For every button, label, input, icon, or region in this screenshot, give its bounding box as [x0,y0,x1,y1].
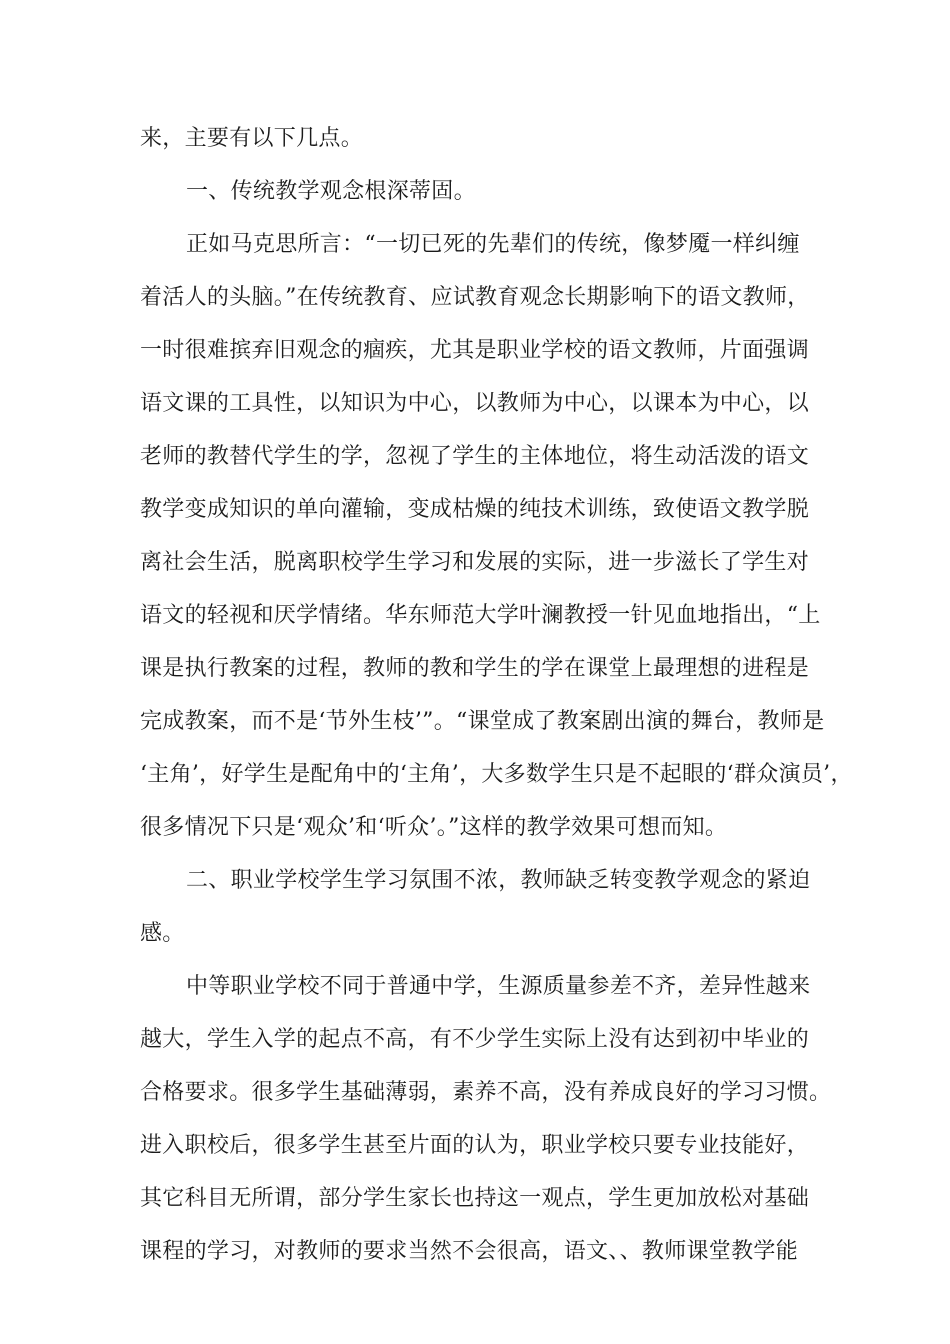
paragraph-line: 一时很难摈弃旧观念的痼疾，尤其是职业学校的语文教师，片面强调 [140,338,810,363]
paragraph-line: 进入职校后，很多学生甚至片面的认为，职业学校只要专业技能好， [140,1133,810,1158]
paragraph-line: 很多情况下只是‘观众’和‘听众’。”这样的教学效果可想而知。 [140,815,728,840]
paragraph-line: ‘主角’，好学生是配角中的‘主角’，大多数学生只是不起眼的‘群众演员’， [140,762,853,787]
paragraph-line: 课是执行教案的过程，教师的教和学生的学在课堂上最理想的进程是 [140,656,810,681]
paragraph-line: 来，主要有以下几点。 [140,126,364,151]
paragraph-line: 正如马克思所言：“一切已死的先辈们的传统，像梦魇一样纠缠 [186,232,800,257]
paragraph-line: 老师的教替代学生的学，忽视了学生的主体地位，将生动活泼的语文 [140,444,810,469]
section-heading: 二、职业学校学生学习氛围不浓，教师缺乏转变教学观念的紧迫 [186,868,811,893]
paragraph-line: 越大，学生入学的起点不高，有不少学生实际上没有达到初中毕业的 [140,1027,810,1052]
paragraph-line: 教学变成知识的单向灌输，变成枯燥的纯技术训练，致使语文教学脱 [140,497,810,522]
paragraph-line: 合格要求。很多学生基础薄弱，素养不高，没有养成良好的学习习惯。 [140,1080,832,1105]
paragraph-line: 离社会生活，脱离职校学生学习和发展的实际，进一步滋长了学生对 [140,550,810,575]
paragraph-line: 其它科目无所谓，部分学生家长也持这一观点，学生更加放松对基础 [140,1186,810,1211]
paragraph-line: 语文的轻视和厌学情绪。华东师范大学叶澜教授一针见血地指出，“上 [140,603,821,628]
section-heading-continued: 感。 [140,921,185,946]
section-heading: 一、传统教学观念根深蒂固。 [186,179,476,204]
paragraph-line: 完成教案，而不是‘节外生枝’”。“课堂成了教案剧出演的舞台，教师是 [140,709,825,734]
paragraph-line: 语文课的工具性，以知识为中心，以教师为中心，以课本为中心，以 [140,391,810,416]
paragraph-line: 课程的学习，对教师的要求当然不会很高，语文、、教师课堂教学能 [140,1239,799,1264]
paragraph-line: 中等职业学校不同于普通中学，生源质量参差不齐，差异性越来 [186,974,811,999]
paragraph-line: 着活人的头脑。”在传统教育、应试教育观念长期影响下的语文教师， [140,285,810,310]
